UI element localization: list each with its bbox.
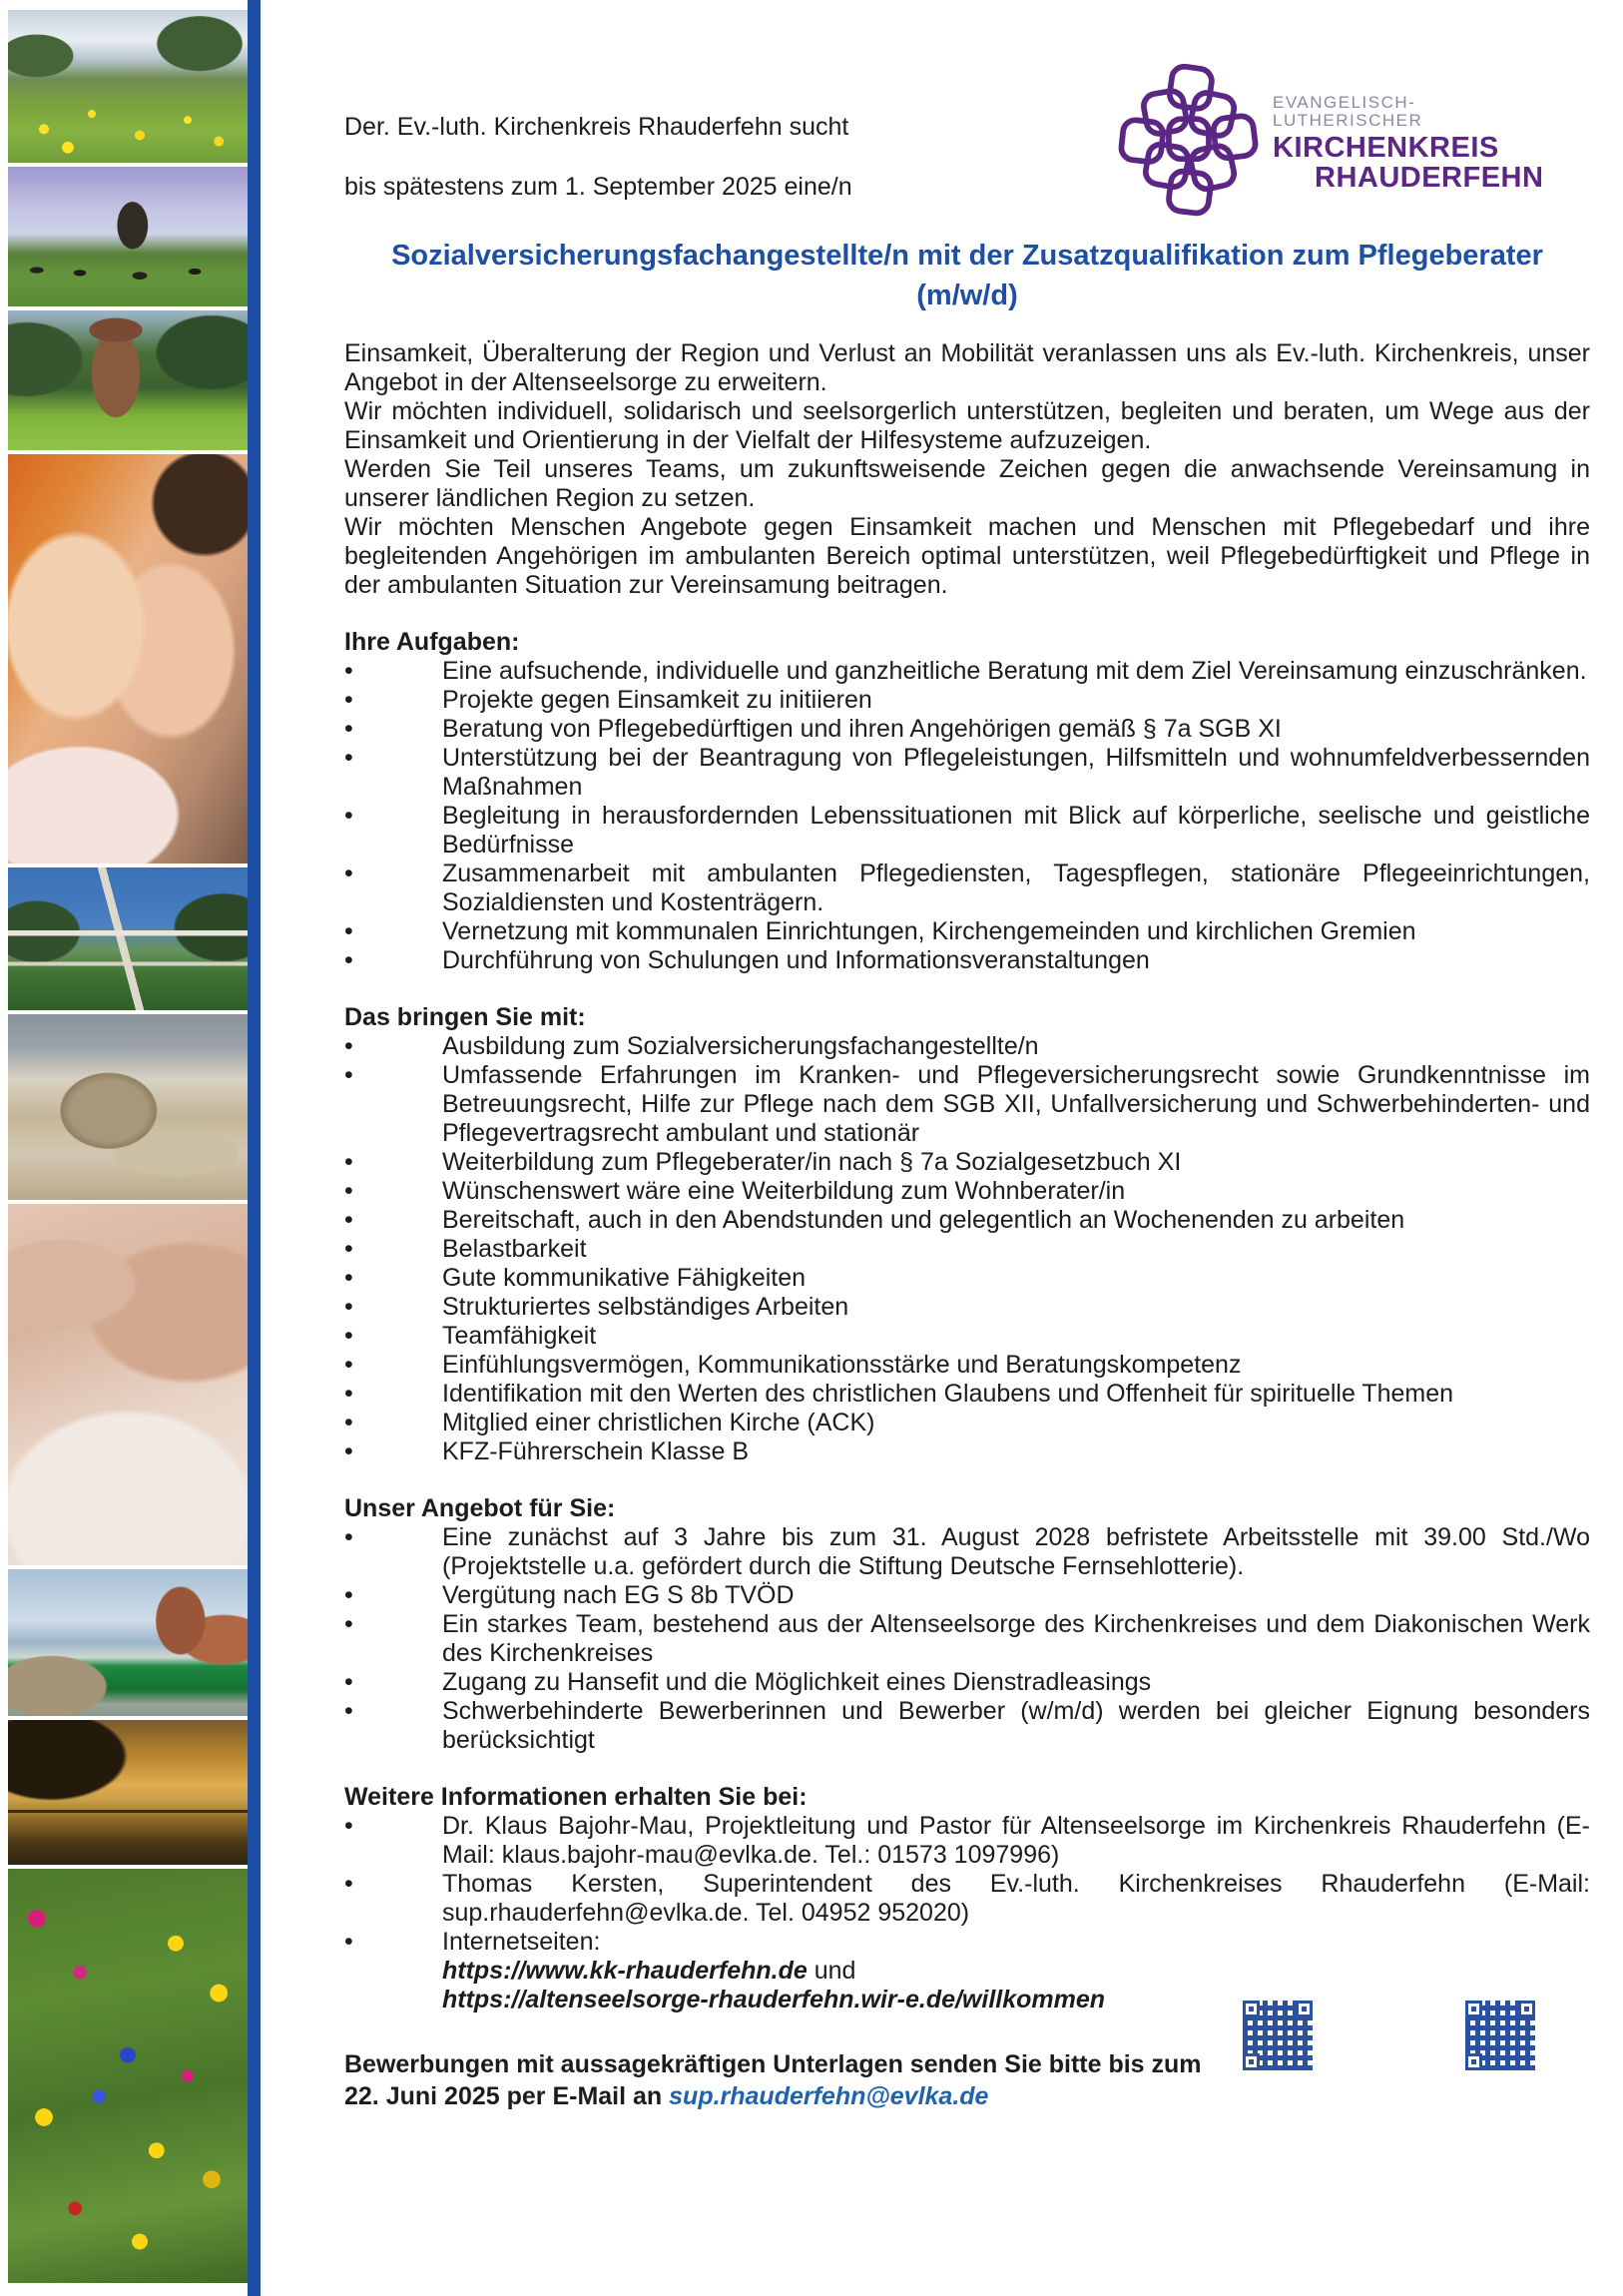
qr-finder-icon (1296, 2001, 1313, 2017)
application-footer (344, 2048, 1590, 2112)
list-item-text: Zusammenarbeit mit ambulanten Pflegediensten, Tagespflegen, stationäre Pflegeeinrichtungen, Sozialdiensten und Kostenträgern. (442, 860, 1590, 916)
bullet: • (344, 802, 353, 830)
bullet: • (344, 1061, 353, 1089)
qr-finder-icon (1243, 2053, 1260, 2070)
bullet: • (344, 1812, 353, 1840)
list-item (344, 715, 1590, 744)
bullet: • (344, 686, 353, 714)
list-item-text: Vergütung nach EG S 8b TVÖD (442, 1581, 795, 1609)
website-link-1 (442, 1957, 1590, 1986)
bullet: • (344, 1437, 353, 1465)
bullet: • (344, 1206, 353, 1234)
header-line-2: bis spätestens zum 1. September 2025 eine/n (344, 173, 852, 201)
list-item-text: Beratung von Pflegebedürftigen und ihren Angehörigen gemäß § 7a SGB XI (442, 715, 1282, 743)
list-item (344, 1812, 1590, 1870)
photo-drawbridge-church (8, 867, 248, 1010)
qr-code-website-1 (1243, 2001, 1313, 2070)
bullet: • (344, 917, 353, 945)
list-item-text: Mitglied einer christlichen Kirche (ACK) (442, 1409, 875, 1436)
bullet: • (344, 715, 353, 743)
list-kontakt (344, 1812, 1590, 1928)
list-item-text: Durchführung von Schulungen und Informationsveranstaltungen (442, 946, 1150, 974)
vertical-divider (248, 0, 261, 2296)
list-item-text: Zugang zu Hansefit und die Möglichkeit eines Dienstradleasings (442, 1668, 1152, 1696)
list-item (344, 860, 1590, 917)
list-item-text: Umfassende Erfahrungen im Kranken- und Pflegeversicherungsrecht sowie Grundkenntnisse im Betreuungsrecht, Hilfe zur Pflege nach dem SGB XII, Unfallversicherung und Schwerbehinderten- und Pflegevertragsrecht ambulant und stationär (442, 1061, 1590, 1147)
bullet: • (344, 1293, 353, 1321)
list-item (344, 1322, 1590, 1351)
list-item-text: Begleitung in herausfordernden Lebenssituationen mit Blick auf körperliche, seelische und geistliche Bedürfnisse (442, 802, 1590, 859)
internetseiten-body (442, 1928, 1590, 2014)
list-item (344, 1148, 1590, 1177)
bullet: • (344, 1235, 353, 1263)
list-item-text: Einfühlungsvermögen, Kommunikationsstärke und Beratungskompetenz (442, 1351, 1242, 1379)
list-item-text: Wünschenswert wäre eine Weiterbildung zum Wohnberater/in (442, 1177, 1126, 1205)
photo-hand-on-neck (8, 1204, 248, 1565)
list-item-internetseiten (344, 1928, 1590, 2014)
qr-finder-icon (1243, 2001, 1260, 2017)
bullet: • (344, 744, 353, 772)
list-item-text: Strukturiertes selbständiges Arbeiten (442, 1293, 849, 1321)
bullet: • (344, 1032, 353, 1060)
list-item (344, 1061, 1590, 1148)
qr-finder-icon (1465, 2001, 1482, 2017)
photo-sidebar (8, 10, 248, 2283)
list-item (344, 1032, 1590, 1061)
list-item (344, 1264, 1590, 1293)
list-item (344, 946, 1590, 975)
list-item (344, 1380, 1590, 1409)
bullet: • (344, 860, 353, 887)
list-item (344, 802, 1590, 860)
bullet: • (344, 1409, 353, 1436)
list-item (344, 744, 1590, 802)
list-item (344, 1668, 1590, 1697)
list-item-text: Schwerbehinderte Bewerberinnen und Bewerber (w/m/d) werden bei gleicher Eignung besonders berücksichtigt (442, 1697, 1590, 1754)
photo-meadow-buttercups (8, 10, 248, 163)
paragraph: Werden Sie Teil unseres Teams, um zukunftsweisende Zeichen gegen die anwachsende Vereinsamung in unserer ländlichen Region zu setzen. (344, 455, 1590, 512)
list-item-text: Gute kommunikative Fähigkeiten (442, 1264, 807, 1292)
bullet: • (344, 1870, 353, 1898)
bullet: • (344, 1668, 353, 1696)
list-item-text: Dr. Klaus Bajohr-Mau, Projektleitung und Pastor für Altenseelsorge im Kirchenkreis Rhauderfehn (E-Mail: klaus.bajohr-mau@evlka.de. Tel.: 01573 1097996) (442, 1812, 1590, 1869)
paragraph: Einsamkeit, Überalterung der Region und Verlust an Mobilität veranlassen uns als Ev.-luth. Kirchenkreis, unser Angebot in der Altenseelsorge zu erweitern. (344, 339, 1590, 396)
list-item-text: Projekte gegen Einsamkeit zu initiieren (442, 686, 872, 714)
header-line-1: Der. Ev.-luth. Kirchenkreis Rhauderfehn sucht (344, 113, 849, 141)
list-item-text: Identifikation mit den Werten des christlichen Glaubens und Offenheit für spirituelle Themen (442, 1380, 1454, 1408)
page-title: Sozialversicherungsfachangestellte/n mit der Zusatzqualifikation zum Pflegeberater (m/w/d) (391, 240, 1543, 311)
footer-line-1: Bewerbungen mit aussagekräftigen Unterlagen senden Sie bitte bis zum (344, 2050, 1202, 2078)
paragraph: Wir möchten Menschen Angebote gegen Einsamkeit machen und Menschen mit Pflegebedarf und ihre begleitenden Angehörigen im ambulanten Bereich optimal unterstützen, weil Pflegebedürftigkeit und Pflege in der ambulanten Situation zur Vereinsamung beitragen. (344, 513, 1590, 599)
section-heading-aufgaben: Ihre Aufgaben: (344, 628, 520, 656)
list-item (344, 1293, 1590, 1322)
photo-sunrise-river-bridge (8, 1720, 248, 1865)
logo-title-line2: RHAUDERFEHN (1315, 162, 1544, 195)
list-item (344, 1610, 1590, 1668)
list-item (344, 1697, 1590, 1755)
list-item (344, 686, 1590, 715)
list-item-text: Unterstützung bei der Beantragung von Pflegeleistungen, Hilfsmitteln und wohnumfeldverbessernden Maßnahmen (442, 744, 1590, 801)
photo-two-smiling-women (8, 454, 248, 863)
main-content (344, 0, 1590, 2112)
logo-subtitle: EVANGELISCH-LUTHERISCHER (1273, 93, 1423, 130)
section-heading-profil: Das bringen Sie mit: (344, 1003, 586, 1031)
list-item-text: Vernetzung mit kommunalen Einrichtungen, Kirchengemeinden und kirchlichen Gremien (442, 917, 1416, 945)
qr-finder-icon (1518, 2001, 1535, 2017)
link-altenseelsorge[interactable]: https://altenseelsorge-rhauderfehn.wir-e.de/willkommen (442, 1986, 1106, 2013)
link-kk-rhauderfehn[interactable]: https://www.kk-rhauderfehn.de (442, 1957, 808, 1985)
bullet: • (344, 1322, 353, 1350)
bullet: • (344, 1523, 353, 1551)
list-item-text: KFZ-Führerschein Klasse B (442, 1437, 750, 1465)
logo-title-line1: KIRCHENKREIS (1273, 131, 1499, 164)
section-heading-angebot: Unser Angebot für Sie: (344, 1494, 616, 1522)
photo-green-ship-church (8, 1569, 248, 1716)
list-item (344, 917, 1590, 946)
list-item-text: Ein starkes Team, bestehend aus der Altenseelsorge des Kirchenkreises und dem Diakonischen Werk des Kirchenkreises (442, 1610, 1590, 1667)
bullet: • (344, 1177, 353, 1205)
bullet: • (344, 1581, 353, 1609)
qr-code-website-2 (1465, 2001, 1535, 2070)
list-item-text: Ausbildung zum Sozialversicherungsfachangestellte/n (442, 1032, 1039, 1060)
photo-windmill-with-cows (8, 167, 248, 306)
qr-finder-icon (1465, 2053, 1482, 2070)
list-item (344, 657, 1590, 686)
list-item-text: Belastbarkeit (442, 1235, 587, 1263)
website-link-2 (442, 1986, 1590, 2014)
bullet: • (344, 657, 353, 685)
list-item-text: Eine aufsuchende, individuelle und ganzheitliche Beratung mit dem Ziel Vereinsamung einzuschränken. (442, 657, 1587, 685)
application-email-link[interactable]: sup.rhauderfehn@evlka.de (669, 2082, 989, 2110)
list-item (344, 1206, 1590, 1235)
list-angebot (344, 1523, 1590, 1755)
list-item (344, 1437, 1590, 1466)
list-item (344, 1351, 1590, 1380)
bullet: • (344, 946, 353, 974)
bullet: • (344, 1380, 353, 1408)
list-item-text: Bereitschaft, auch in den Abendstunden und gelegentlich an Wochenenden zu arbeiten (442, 1206, 1405, 1234)
list-item (344, 1177, 1590, 1206)
list-item (344, 1581, 1590, 1610)
photo-wildflower-meadow (8, 1869, 248, 2283)
intro-paragraphs (344, 339, 1590, 600)
list-item (344, 1235, 1590, 1264)
list-item-text: Weiterbildung zum Pflegeberater/in nach § 7a Sozialgesetzbuch XI (442, 1148, 1182, 1176)
list-item (344, 1523, 1590, 1581)
list-item (344, 1870, 1590, 1928)
footer-line-2-prefix: 22. Juni 2025 per E-Mail an (344, 2082, 670, 2110)
section-heading-kontakt: Weitere Informationen erhalten Sie bei: (344, 1783, 808, 1811)
list-profil (344, 1032, 1590, 1466)
internetseiten-label: Internetseiten: (442, 1928, 601, 1956)
bullet: • (344, 1697, 353, 1725)
bullet: • (344, 1928, 353, 1956)
bullet: • (344, 1351, 353, 1379)
list-item-text: Eine zunächst auf 3 Jahre bis zum 31. August 2028 befristete Arbeitsstelle mit 39.00 Std./Wo (Projektstelle u.a. gefördert durch die Stiftung Deutsche Fernsehlotterie). (442, 1523, 1590, 1580)
footer-line-2 (344, 2080, 1590, 2112)
bullet: • (344, 1148, 353, 1176)
bullet: • (344, 1264, 353, 1292)
photo-brick-tower-park (8, 310, 248, 450)
list-aufgaben (344, 657, 1590, 975)
link-suffix: und (807, 1957, 856, 1985)
photo-rope-knot (8, 1014, 248, 1200)
bullet: • (344, 1610, 353, 1638)
paragraph: Wir möchten individuell, solidarisch und seelsorgerlich unterstützen, begleiten und beraten, um Wege aus der Einsamkeit und Orientierung in der Vielfalt der Hilfesysteme aufzuzeigen. (344, 397, 1590, 454)
list-item-text: Thomas Kersten, Superintendent des Ev.-luth. Kirchenkreises Rhauderfehn (E-Mail: sup.rhauderfehn@evlka.de. Tel. 04952 952020) (442, 1870, 1590, 1927)
list-item-text: Teamfähigkeit (442, 1322, 597, 1350)
list-item (344, 1409, 1590, 1437)
